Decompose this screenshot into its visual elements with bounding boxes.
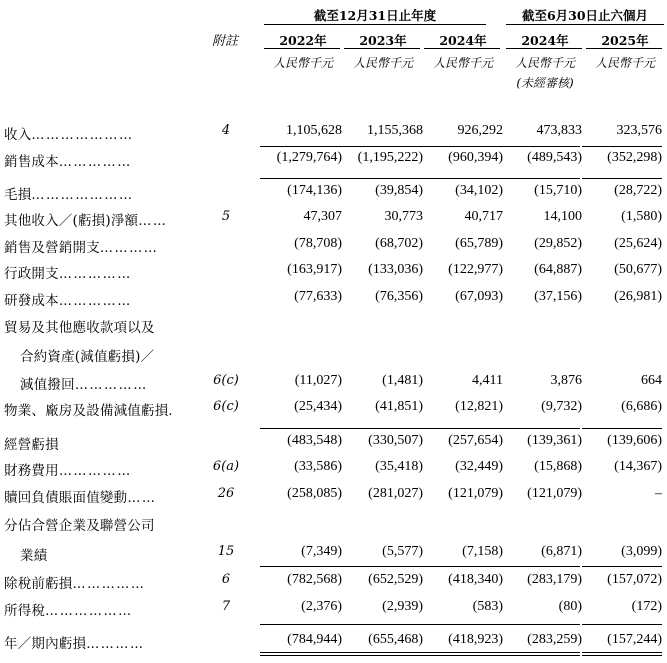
row-label-text: 物業、廠房及設備減值虧損	[4, 403, 169, 419]
value-cell: 30,773	[384, 209, 423, 224]
row-label	[4, 459, 132, 479]
rule-line	[340, 566, 420, 567]
rule-line	[582, 655, 662, 656]
value-cell: 1,155,368	[367, 123, 423, 138]
leader-dots: ……	[138, 214, 168, 229]
leader-dots: ……………	[58, 267, 132, 282]
value-cell: (258,085)	[287, 486, 342, 501]
rule-line	[500, 566, 580, 567]
leader-dots: ……	[127, 491, 157, 506]
value-cell: (11,027)	[294, 373, 342, 388]
leader-dots: …………	[86, 637, 145, 652]
rule-line	[340, 624, 420, 625]
row-label-text: 研發成本	[4, 293, 59, 309]
value-cell: (1,279,764)	[276, 150, 342, 165]
row-label-text: 財務費用	[4, 463, 59, 479]
rule-line	[420, 566, 500, 567]
value-cell: (2,939)	[382, 599, 423, 614]
value-cell: (281,027)	[368, 486, 423, 501]
value-cell: 323,576	[616, 123, 662, 138]
leader-dots: ……………	[74, 378, 148, 393]
row-label	[20, 544, 47, 564]
rule-line	[420, 655, 500, 656]
rule-line	[500, 655, 580, 656]
value-cell: (172)	[631, 599, 662, 614]
row-note: 15	[217, 544, 235, 559]
rule-line	[340, 428, 420, 429]
rule-line	[340, 652, 420, 653]
rule-line	[500, 624, 580, 625]
row-label-text: 分佔合營企業及聯營公司	[4, 518, 155, 534]
annual-group-rule	[264, 24, 486, 25]
row-label	[4, 150, 132, 170]
rule-line	[582, 428, 662, 429]
value-cell: (76,356)	[375, 289, 423, 304]
value-cell: (25,434)	[294, 399, 342, 414]
interim-group-header: 截至6月30日止六個月	[521, 8, 649, 23]
value-cell: (77,633)	[294, 289, 342, 304]
rule-line	[420, 624, 500, 625]
row-note: 5	[221, 209, 231, 224]
row-label-text: 贖回負債賬面值變動	[4, 490, 128, 506]
unit-label: 人民幣千元	[352, 56, 413, 70]
value-cell: (5,577)	[382, 544, 423, 559]
row-note: 4	[221, 123, 231, 138]
value-cell: (35,418)	[375, 459, 423, 474]
value-cell: (26,981)	[614, 289, 662, 304]
value-cell: (9,732)	[541, 399, 582, 414]
value-cell: 473,833	[536, 123, 582, 138]
value-cell: (50,677)	[614, 262, 662, 277]
year-rule	[586, 48, 662, 49]
year-header-2024: 2024年	[439, 33, 487, 48]
value-cell: 4,411	[472, 373, 503, 388]
value-cell: (418,340)	[448, 572, 503, 587]
row-label-text: 收入	[4, 127, 32, 143]
row-note: 26	[217, 486, 235, 501]
value-cell: –	[655, 486, 662, 501]
value-cell: 664	[641, 373, 662, 388]
value-cell: 14,100	[543, 209, 582, 224]
rule-line	[420, 178, 500, 179]
row-label-text: 合約資產(減值虧損)／	[20, 349, 155, 365]
row-label-text: 銷售成本	[4, 154, 59, 170]
leader-dots: ………………	[45, 604, 133, 619]
value-cell: (15,868)	[534, 459, 582, 474]
value-cell: (1,481)	[382, 373, 423, 388]
row-label	[4, 262, 132, 282]
year-rule	[424, 48, 500, 49]
interim-group-rule	[506, 24, 664, 25]
rule-line	[582, 566, 662, 567]
unit-label: 人民幣千元	[594, 56, 655, 70]
value-cell: (122,977)	[448, 262, 503, 277]
row-label	[4, 236, 158, 256]
year-rule	[344, 48, 420, 49]
rule-line	[582, 652, 662, 653]
rule-line	[420, 428, 500, 429]
rule-line	[260, 428, 340, 429]
value-cell: 40,717	[464, 209, 503, 224]
unit-label: 人民幣千元	[272, 56, 333, 70]
annual-group-header: 截至12月31日止年度	[313, 8, 437, 23]
value-cell: (121,079)	[448, 486, 503, 501]
row-label-text: 業績	[20, 548, 48, 564]
value-cell: (655,468)	[368, 632, 423, 647]
leader-dots: …………	[99, 241, 159, 256]
rule-line	[340, 655, 420, 656]
leader-dots: ……………	[58, 464, 132, 479]
leader-dots: .	[168, 404, 175, 419]
year-rule	[506, 48, 582, 49]
value-cell: (64,887)	[534, 262, 582, 277]
row-label-text: 所得稅	[4, 603, 46, 619]
rule-line	[340, 178, 420, 179]
rule-line	[582, 178, 662, 179]
year-header-2024-interim: 2024年	[521, 33, 569, 48]
value-cell: (68,702)	[375, 236, 423, 251]
rule-line	[260, 178, 340, 179]
value-cell: (1,580)	[621, 209, 662, 224]
row-label	[4, 209, 167, 229]
value-cell: (784,944)	[287, 632, 342, 647]
value-cell: (67,093)	[455, 289, 503, 304]
value-cell: (6,686)	[621, 399, 662, 414]
value-cell: (133,036)	[368, 262, 423, 277]
row-label	[4, 399, 174, 419]
unit-label: 人民幣千元	[432, 56, 493, 70]
value-cell: (6,871)	[541, 544, 582, 559]
rule-line	[340, 146, 420, 147]
row-label	[4, 572, 146, 592]
value-cell: (418,923)	[448, 632, 503, 647]
value-cell: 1,105,628	[286, 123, 342, 138]
year-rule	[264, 48, 340, 49]
value-cell: (29,852)	[534, 236, 582, 251]
value-cell: 3,876	[550, 373, 582, 388]
value-cell: (157,244)	[607, 632, 662, 647]
value-cell: (1,195,222)	[357, 150, 423, 165]
row-note: 6(c)	[213, 373, 239, 388]
value-cell: (352,298)	[607, 150, 662, 165]
value-cell: (25,624)	[614, 236, 662, 251]
row-label	[4, 183, 134, 203]
value-cell: (3,099)	[621, 544, 662, 559]
leader-dots: …………………	[31, 128, 134, 143]
row-label-text: 貿易及其他應收款項以及	[4, 320, 155, 336]
value-cell: (41,851)	[375, 399, 423, 414]
row-label-text: 減值撥回	[20, 377, 75, 393]
value-cell: (163,917)	[287, 262, 342, 277]
rule-line	[260, 566, 340, 567]
row-note: 7	[221, 599, 231, 614]
value-cell: (652,529)	[368, 572, 423, 587]
value-cell: (7,158)	[462, 544, 503, 559]
value-cell: (33,586)	[294, 459, 342, 474]
rule-line	[420, 146, 500, 147]
note-column-header: 附註	[212, 34, 239, 49]
value-cell: (121,079)	[527, 486, 582, 501]
value-cell: (2,376)	[301, 599, 342, 614]
leader-dots: ……………	[72, 577, 146, 592]
row-label	[4, 289, 132, 309]
row-label	[4, 514, 155, 534]
row-label-text: 除稅前虧損	[4, 576, 73, 592]
rule-line	[500, 428, 580, 429]
year-header-2023: 2023年	[359, 33, 407, 48]
rule-line	[500, 146, 580, 147]
value-cell: (78,708)	[294, 236, 342, 251]
row-label	[4, 486, 157, 506]
value-cell: 47,307	[303, 209, 342, 224]
value-cell: (157,072)	[607, 572, 662, 587]
row-label-text: 年／期內虧損	[4, 636, 87, 652]
row-note: 6	[221, 572, 231, 587]
value-cell: (37,156)	[534, 289, 582, 304]
value-cell: (28,722)	[614, 183, 662, 198]
value-cell: (139,606)	[607, 433, 662, 448]
row-label-text: 銷售及營銷開支	[4, 240, 100, 256]
rule-line	[260, 655, 340, 656]
rule-line	[500, 178, 580, 179]
row-label	[4, 433, 59, 453]
value-cell: (483,548)	[287, 433, 342, 448]
row-label-text: 毛損	[4, 187, 32, 203]
value-cell: (139,361)	[527, 433, 582, 448]
value-cell: (489,543)	[527, 150, 582, 165]
leader-dots: ……………	[58, 155, 132, 170]
unaudited-label: (未經審核)	[516, 76, 574, 90]
value-cell: (782,568)	[287, 572, 342, 587]
row-label	[20, 345, 154, 365]
value-cell: (583)	[472, 599, 503, 614]
value-cell: (283,259)	[527, 632, 582, 647]
row-label	[4, 599, 133, 619]
rule-line	[260, 652, 340, 653]
leader-dots: …………………	[31, 188, 134, 203]
row-label	[4, 632, 145, 652]
year-header-2022: 2022年	[279, 33, 327, 48]
year-header-2025-interim: 2025年	[601, 33, 649, 48]
row-label	[20, 373, 148, 393]
row-note: 6(a)	[212, 459, 240, 474]
value-cell: (330,507)	[368, 433, 423, 448]
row-label-text: 經營虧損	[4, 437, 59, 453]
rule-line	[582, 624, 662, 625]
row-label	[4, 123, 134, 143]
row-note: 6(c)	[213, 399, 239, 414]
value-cell: (960,394)	[448, 150, 503, 165]
value-cell: (12,821)	[455, 399, 503, 414]
rule-line	[420, 652, 500, 653]
row-label-text: 行政開支	[4, 266, 59, 282]
rule-line	[500, 652, 580, 653]
value-cell: (14,367)	[614, 459, 662, 474]
rule-line	[260, 146, 340, 147]
value-cell: (32,449)	[455, 459, 503, 474]
value-cell: (39,854)	[375, 183, 423, 198]
value-cell: (257,654)	[448, 433, 503, 448]
value-cell: (7,349)	[301, 544, 342, 559]
rule-line	[260, 624, 340, 625]
row-label	[4, 316, 155, 336]
row-label-text: 其他收入／(虧損)淨額	[4, 213, 139, 229]
rule-line	[582, 146, 662, 147]
value-cell: (15,710)	[534, 183, 582, 198]
leader-dots: ……………	[58, 294, 132, 309]
value-cell: (174,136)	[287, 183, 342, 198]
value-cell: (65,789)	[455, 236, 503, 251]
value-cell: 926,292	[457, 123, 503, 138]
unit-label: 人民幣千元	[514, 56, 575, 70]
value-cell: (80)	[558, 599, 582, 614]
value-cell: (283,179)	[527, 572, 582, 587]
value-cell: (34,102)	[455, 183, 503, 198]
